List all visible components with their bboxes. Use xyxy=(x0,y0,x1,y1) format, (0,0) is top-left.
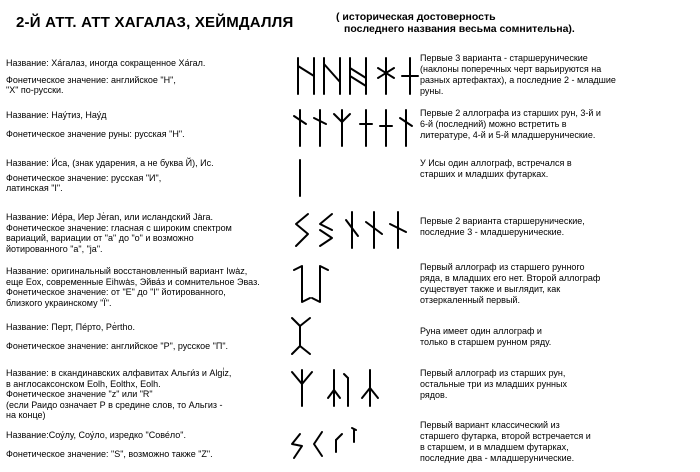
rune-name-line: еще Еох, современные Eihwa̍s, Эйва́з и сомнительное Эваз. xyxy=(6,276,260,287)
rune-note-line: ряда, в младших его нет. Второй аллограф xyxy=(420,273,601,283)
rune-name-line: Название: Ие́ра, Иер Je̍ran, или исландский Ja̍ra. xyxy=(6,212,214,222)
rune-note-line: руны. xyxy=(420,86,444,96)
sowilo-allographs-icon xyxy=(286,422,416,464)
rune-description xyxy=(6,212,286,254)
rune-phonetic-line: Фонетическое значение: гласная с широким спектром xyxy=(6,222,232,233)
rune-glyphs xyxy=(286,422,416,464)
rune-phonetic-line: йотированного "а", "ja". xyxy=(6,243,103,254)
title-note-line-1: ( историческая достоверность xyxy=(336,11,496,23)
rune-glyphs xyxy=(286,316,416,358)
rune-row-eihwaz xyxy=(0,262,700,316)
rune-glyphs xyxy=(286,264,416,306)
rune-description xyxy=(6,110,286,139)
rune-note-line: У Исы один аллограф, встречался в xyxy=(420,158,572,168)
title-note xyxy=(336,11,575,35)
hagalaz-allographs-icon xyxy=(286,56,416,98)
rune-notes xyxy=(420,53,696,97)
rune-name-line: в англосаксонском Eolh, Eolthx, Eolh. xyxy=(6,378,161,389)
rune-note-line: существует также и выглядит, как xyxy=(420,284,561,294)
rune-description xyxy=(6,430,286,459)
rune-phonetic-line: Фонетическое значение "z" или "R" xyxy=(6,389,153,399)
jera-allographs-icon xyxy=(286,210,416,252)
rune-glyphs xyxy=(286,56,416,98)
rune-note-line: рядов. xyxy=(420,390,448,400)
rune-note-line: старшего футарка, второй встречается и xyxy=(420,431,591,441)
rune-phonetic-line: Фонетическое значение: английское "Н", xyxy=(6,74,176,85)
rune-note-line: Первые 2 варианта старшерунические, xyxy=(420,216,585,226)
rune-name-line: Название: Нау́тиз, Нау́д xyxy=(6,110,107,120)
rune-notes xyxy=(420,326,696,348)
rune-note-line: Первые 2 аллографа из старших рун, 3-й и xyxy=(420,108,601,118)
rune-note-line: только в старшем рунном ряду. xyxy=(420,337,552,347)
rune-phonetic-line: Фонетическое значение: от "Е" до "I" йотированного, xyxy=(6,287,226,297)
rune-notes xyxy=(420,262,696,306)
rune-notes xyxy=(420,216,696,238)
perthro-allograph-icon xyxy=(286,316,416,358)
rune-notes xyxy=(420,108,696,141)
rune-row-sowilo xyxy=(0,418,700,472)
rune-phonetic-line: Фонетическое значение: русская "И", xyxy=(6,172,162,183)
rune-glyphs xyxy=(286,158,416,200)
rune-row-algiz xyxy=(0,364,700,424)
rune-note-line: отзеркаленный первый. xyxy=(420,295,520,305)
rune-notes xyxy=(420,368,696,401)
rune-name-line: Название: оригинальный восстановленный вариант Iwa̍z, xyxy=(6,266,248,276)
rune-note-line: Первые 3 варианта - старшерунические xyxy=(420,53,588,63)
rune-note-line: Первый аллограф из старших рун, xyxy=(420,368,566,378)
rune-phonetic-line: Фонетическое значение: английское "Р", русское "П". xyxy=(6,340,229,351)
rune-note-line: Руна имеет один аллограф и xyxy=(420,326,542,336)
rune-name-line: Название: Перт, Пе́рто, Pe̍rtho. xyxy=(6,322,135,332)
rune-glyphs xyxy=(286,368,416,410)
rune-name-line: Название:Соу́лу, Соу́ло, изредко "Сове́ло". xyxy=(6,430,186,440)
eihwaz-allographs-icon xyxy=(286,264,416,306)
rune-row-nauthiz xyxy=(0,104,700,150)
rune-phonetic-line: на конце) xyxy=(6,410,46,420)
page-title: 2-Й АТТ. АТТ ХАГАЛАЗ, ХЕЙМДАЛЛЯ xyxy=(16,14,294,31)
rune-phonetic-line: Фонетическое значение руны: русская "Н". xyxy=(6,128,185,139)
rune-phonetic-line: "Х" по-русски. xyxy=(6,85,64,95)
rune-note-line: последние два - младшерунические. xyxy=(420,453,575,463)
title-note-line-2: последнего названия весьма сомнительна). xyxy=(344,23,575,35)
rune-description xyxy=(6,158,286,194)
nauthiz-allographs-icon xyxy=(286,108,416,150)
rune-note-line: старших и младших футарках. xyxy=(420,169,549,179)
rune-glyphs xyxy=(286,210,416,252)
rune-note-line: в старшем, и в младшем футарках, xyxy=(420,442,569,452)
rune-note-line: разных артефактах), а последние 2 - младшие xyxy=(420,75,616,85)
algiz-allographs-icon xyxy=(286,368,416,410)
rune-row-jera xyxy=(0,206,700,260)
rune-row-hagalaz xyxy=(0,52,700,102)
rune-phonetic-line: вариаций, вариации от "а" до "о" и возможно xyxy=(6,233,194,243)
rune-phonetic-line: (если Раидо означает Р в средине слов, то Альгиз - xyxy=(6,399,223,410)
rune-note-line: 6-й (последний) можно встретить в xyxy=(420,119,567,129)
rune-row-perthro xyxy=(0,316,700,360)
rune-description xyxy=(6,368,286,421)
rune-name-line: Название: в скандинавских алфавитах Альги́з и Algi̍z, xyxy=(6,368,232,378)
rune-name-line: Название: И́са, (знак ударения, а не буква Й), Ис. xyxy=(6,158,214,168)
rune-note-line: Первый вариант классический из xyxy=(420,420,560,430)
rune-description xyxy=(6,322,286,351)
rune-note-line: Первый аллограф из старшего рунного xyxy=(420,262,585,272)
rune-note-line: (наклоны поперечных черт варьируются на xyxy=(420,64,602,74)
rune-phonetic-line: Фонетическое значение: "S", возможно также "Z". xyxy=(6,448,213,459)
rune-row-isa xyxy=(0,152,700,202)
isa-allograph-icon xyxy=(286,158,416,200)
rune-description xyxy=(6,58,286,96)
rune-notes xyxy=(420,420,696,464)
rune-phonetic-line: близкого украинскому "Ї". xyxy=(6,297,112,308)
rune-note-line: последние 3 - младшерунические. xyxy=(420,227,565,237)
rune-note-line: остальные три из младших рунных xyxy=(420,379,567,389)
rune-note-line: литературе, 4-й и 5-й младшерунические. xyxy=(420,130,596,140)
rune-glyphs xyxy=(286,108,416,150)
rune-name-line: Название: Ха́галаз, иногда сокращенное Ха́гал. xyxy=(6,58,206,68)
rune-notes xyxy=(420,158,696,180)
rune-phonetic-line: латинская "I". xyxy=(6,183,63,193)
rune-description xyxy=(6,266,286,308)
